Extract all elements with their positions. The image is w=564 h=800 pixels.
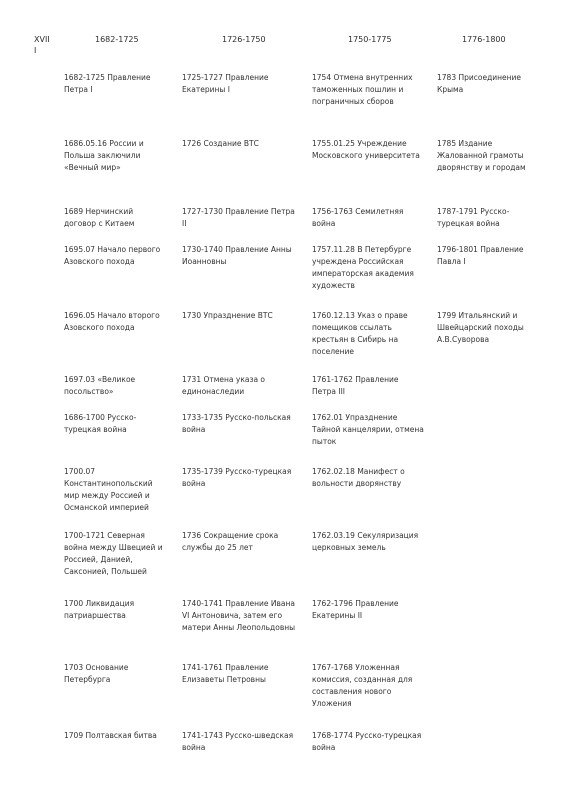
- timeline-cell: 1731 Отмена указа о единонаследии: [182, 375, 266, 396]
- timeline-cell: 1783 Присоединение Крыма: [437, 73, 522, 94]
- timeline-cell: 1730-1740 Правление Анны Иоанновны: [182, 245, 292, 266]
- timeline-cell: 1796-1801 Правление Павла I: [437, 245, 524, 266]
- timeline-cell: 1727-1730 Правление Петра II: [182, 207, 295, 228]
- century-label: [34, 34, 50, 56]
- timeline-cell: 1740-1741 Правление Ивана VI Антоновича, затем его матери Анны Леопольдовны: [182, 599, 296, 632]
- timeline-cell: 1799 Итальянский и Швейцарский походы А.В.Суворова: [437, 311, 524, 344]
- timeline-cell: 1756-1763 Семилетняя война: [312, 207, 404, 228]
- timeline-cell: 1700-1721 Северная война между Швецией и Россией, Данией, Саксонией, Польшей: [64, 531, 163, 576]
- timeline-cell: 1767-1768 Уложенная комиссия, созданная для составления нового Уложения: [312, 663, 413, 708]
- timeline-cell: 1762-1796 Правление Екатерины II: [312, 599, 399, 620]
- timeline-cell: 1689 Нерчинский договор с Китаем: [64, 207, 135, 228]
- timeline-cell: 1762.02.18 Манифест о вольности дворянству: [312, 467, 405, 488]
- timeline-cell: 1760.12.13 Указ о праве помещиков ссылать крестьян в Сибирь на поселение: [312, 311, 408, 356]
- timeline-cell: 1696.05 Начало второго Азовского похода: [64, 311, 160, 332]
- century-label-line1: XVII: [34, 35, 50, 44]
- timeline-cell: 1762.03.19 Секуляризация церковных земель: [312, 531, 419, 552]
- column-header-1: 1682-1725: [95, 35, 139, 44]
- timeline-cell: 1733-1735 Русско-польская война: [182, 413, 291, 434]
- timeline-cell: 1762.01 Упразднение Тайной канцелярии, отмена пыток: [312, 413, 424, 446]
- timeline-cell: 1755.01.25 Учреждение Московского университета: [312, 139, 420, 160]
- timeline-cell: 1686-1700 Русско-турецкая война: [64, 413, 137, 434]
- timeline-cell: 1730 Упразднение ВТС: [182, 311, 273, 320]
- timeline-cell: 1736 Сокращение срока службы до 25 лет: [182, 531, 279, 552]
- timeline-cell: 1686.05.16 России и Польша заключили «Вечный мир»: [64, 139, 144, 172]
- timeline-cell: 1709 Полтавская битва: [64, 731, 157, 740]
- timeline-cell: 1741-1761 Правление Елизаветы Петровны: [182, 663, 269, 684]
- timeline-cell: 1695.07 Начало первого Азовского похода: [64, 245, 161, 266]
- timeline-cell: 1768-1774 Русско-турецкая война: [312, 731, 422, 752]
- timeline-cell: 1700.07 Константинопольский мир между Россией и Османской империей: [64, 467, 153, 512]
- timeline-cell: 1703 Основание Петербурга: [64, 663, 129, 684]
- timeline-cell: 1726 Создание ВТС: [182, 139, 259, 148]
- timeline-cell: 1682-1725 Правление Петра I: [64, 73, 151, 94]
- timeline-cell: 1735-1739 Русско-турецкая война: [182, 467, 292, 488]
- column-header-2: 1726-1750: [222, 35, 266, 44]
- timeline-cell: 1761-1762 Правление Петра III: [312, 375, 399, 396]
- timeline-cell: 1697.03 «Великое посольство»: [64, 375, 136, 396]
- timeline-cell: 1754 Отмена внутренних таможенных пошлин и пограничных сборов: [312, 73, 413, 106]
- timeline-cell: 1725-1727 Правление Екатерины I: [182, 73, 269, 94]
- column-header-4: 1776-1800: [462, 35, 506, 44]
- century-label-line2: I: [34, 46, 37, 55]
- column-header-3: 1750-1775: [348, 35, 392, 44]
- timeline-cell: 1700 Ликвидация патриаршества: [64, 599, 135, 620]
- timeline-cell: 1741-1743 Русско-шведская война: [182, 731, 294, 752]
- timeline-cell: 1757.11.28 В Петербурге учреждена Российская императорская академия художеств: [312, 245, 414, 290]
- timeline-cell: 1787-1791 Русско-турецкая война: [437, 207, 510, 228]
- timeline-cell: 1785 Издание Жалованной грамоты дворянству и городам: [437, 139, 526, 172]
